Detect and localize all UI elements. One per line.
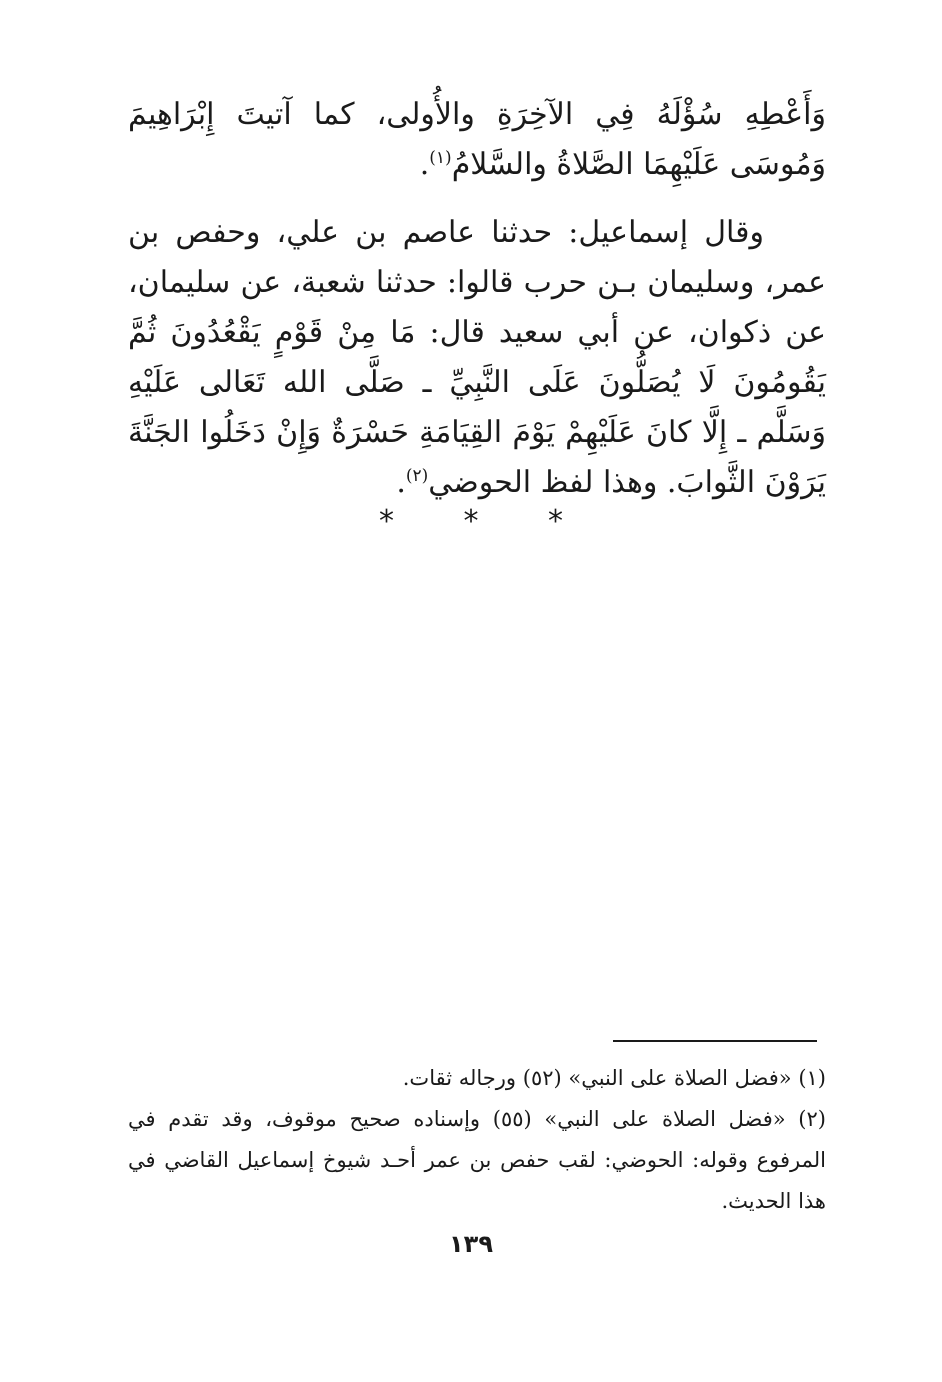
footnote-divider [613, 1040, 817, 1042]
footnote-1-number: (١) [798, 1066, 826, 1090]
footnote-1-text: «فضل الصلاة على النبي» (٥٢) ورجاله ثقات. [402, 1066, 792, 1090]
footnote-2-number: (٢) [798, 1107, 826, 1131]
paragraph-1-tail: . [419, 147, 430, 182]
paragraph-2-tail: . [396, 465, 406, 500]
footnote-1 [128, 1058, 826, 1099]
page-number: ١٣٩ [449, 1230, 493, 1258]
paragraph-1-text: وَأَعْطِهِ سُؤْلَهُ فِي الآخِرَةِ والأُولى، كما آتيتَ إِبْرَاهِيمَ وَمُوسَى عَلَيْهِمَا الصَّلاةُ والسَّلامُ [128, 97, 826, 182]
paragraph-1 [128, 90, 826, 190]
paragraph-2-text: وقال إسماعيل: حدثنا عاصم بن علي، وحفص بن عمر، وسليمان بـن حرب قالوا: حدثنا شعبة، عن سليمان، عن ذكوان، عن أبي سعيد قال: مَا مِنْ قَوْمٍ يَقْعُدُونَ ثُمَّ يَقُومُونَ لَا يُصَلُّونَ عَلَى النَّبِيِّ ـ صَلَّى الله تَعَالى عَلَيْهِ وَسَلَّم ـ إِلَّا كانَ عَلَيْهِمْ يَوْمَ القِيَامَةِ حَسْرَةٌ وَإِنْ دَخَلُوا الجَنَّةَ يَرَوْنَ الثَّوابَ. وهذا لفظ الحوضي [128, 215, 826, 500]
footnotes-block [128, 1058, 826, 1222]
footnote-2 [128, 1099, 826, 1222]
section-separator: * * * [378, 504, 594, 539]
paragraph-2 [128, 208, 826, 508]
footnote-ref-1: (١) [429, 148, 452, 168]
footnote-2-text: «فضل الصلاة على النبي» (٥٥) وإسناده صحيح موقوف، وقد تقدم في المرفوع وقوله: الحوضي: لقب حفص بن عمر أحـد شيوخ إسماعيل القاضي في هذا الحديث. [128, 1107, 826, 1213]
footnote-ref-2: (٢) [405, 466, 429, 486]
main-text-block [128, 90, 826, 508]
